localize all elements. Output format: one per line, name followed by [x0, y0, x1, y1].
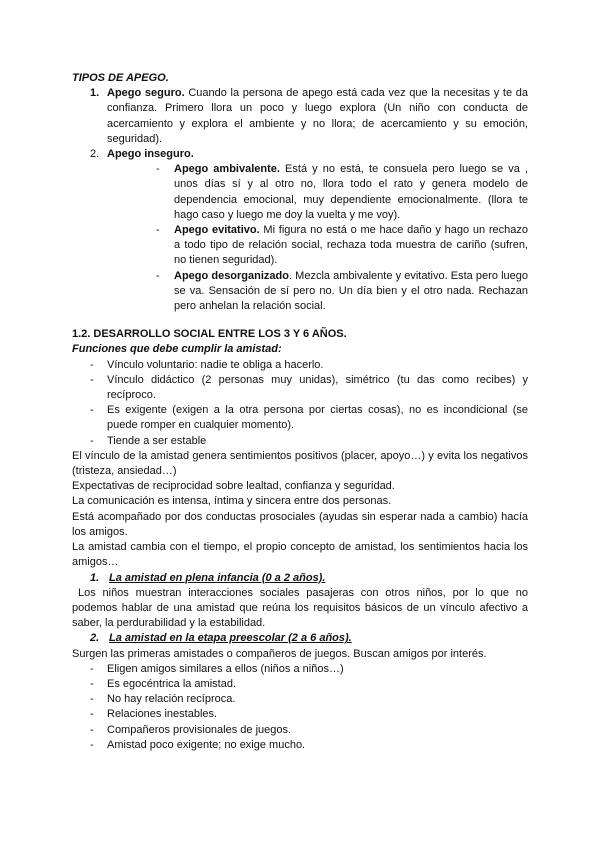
list-item: [72, 723, 528, 738]
bullet-dash: -: [90, 738, 94, 751]
bullet-text: Es exigente (exigen a la otra persona por ciertas cosas), no es incondicional (se puede romper en cualquier momento).: [107, 404, 528, 432]
paragraph: El vínculo de la amistad genera sentimientos positivos (placer, apoyo…) y evita los negativos (tristeza, ansiedad…): [72, 449, 528, 478]
list-item: [72, 434, 528, 449]
definition-apego-evitativo: Mi figura no está o me hace daño y hago un rechazo a todo tipo de relación social, rechaza toda muestra de cariño (sufren, no tienen seguridad).: [174, 224, 528, 267]
term-apego-inseguro: Apego inseguro.: [107, 148, 194, 161]
definition-apego-desorganizado: . Mezcla ambivalente y evitativo. Esta pero luego se va. Sensación de sí pero no. Un día bien y el otro nada. Rechazan pero anhelan la relación social.: [174, 269, 528, 313]
bullet-dash: -: [90, 358, 94, 371]
list-item: [72, 738, 528, 753]
stage-number: 2.: [90, 632, 100, 645]
section-title-tipos-de-apego: TIPOS DE APEGO.: [72, 72, 169, 84]
list-number: 1.: [90, 87, 100, 100]
term-apego-ambivalente: Apego ambivalente.: [174, 163, 280, 176]
bullet-text: No hay relación recíproca.: [107, 693, 236, 706]
bullet-text: Eligen amigos similares a ellos (niños a niños…): [107, 662, 344, 675]
term-apego-evitativo: Apego evitativo.: [174, 224, 260, 237]
subtitle-funciones-amistad: Funciones que debe cumplir la amistad:: [72, 343, 282, 356]
stage-number: 1.: [90, 571, 100, 584]
bullet-dash: -: [90, 404, 94, 417]
paragraph-stage1: Los niños muestran interacciones sociales pasajeras con otros niños, por lo que no podemos hablar de una amistad que reúna los requisitos básicos de un vínculo afectivo a saber, la perdurabilidad y la estabilidad.: [72, 586, 528, 630]
bullet-dash: -: [90, 723, 94, 736]
list-item: [72, 403, 528, 433]
section-title-desarrollo-social: 1.2. DESARROLLO SOCIAL ENTRE LOS 3 Y 6 AÑOS.: [72, 328, 347, 341]
paragraph: Está acompañado por dos conductas prosociales (ayudas sin esperar nada a cambio) hacía los amigos.: [72, 510, 528, 538]
bullet-dash: -: [90, 434, 94, 447]
bullet-dash: -: [90, 708, 94, 721]
paragraph: La comunicación es intensa, íntima y sincera entre dos personas.: [72, 495, 392, 508]
list-item: [72, 373, 528, 403]
bullet-text: Es egocéntrica la amistad.: [107, 677, 237, 690]
subitem-apego-evitativo: [72, 223, 528, 269]
definition-apego-ambivalente: Está y no está, te consuela pero luego se va , unos días sí y al otro no, llora todo el rato y genera modelo de dependencia emocional, muy dependiente emocionalmente. (llora te hago caso y luego me doy la vuelta y me voy).: [174, 163, 528, 221]
bullet-text: Compañeros provisionales de juegos.: [107, 723, 292, 736]
list-item-apego-seguro: [72, 86, 528, 147]
bullet-text: Relaciones inestables.: [107, 708, 218, 721]
term-apego-seguro: Apego seguro.: [107, 87, 185, 100]
list-item: [72, 692, 528, 707]
definition-apego-seguro: Cuando la persona de apego está cada vez que la necesitas y te da confianza. Primero llora un poco y luego explora (Un niño con conducta de acercamiento y explora el ambiente y no llora; de acercamiento y su emoción, seguridad).: [107, 87, 528, 145]
stage-heading-infancia: [72, 571, 528, 586]
list-item: [72, 358, 528, 373]
list-item: [72, 707, 528, 722]
paragraph: La amistad cambia con el tiempo, el propio concepto de amistad, los sentimientos hacia los amigos…: [72, 541, 528, 569]
bullet-text: Vínculo voluntario: nadie te obliga a hacerlo.: [107, 358, 324, 371]
subitem-apego-desorganizado: [72, 269, 528, 315]
document-page: [72, 71, 528, 753]
bullet-dash: -: [156, 269, 160, 282]
bullet-dash: -: [90, 373, 94, 386]
bullet-dash: -: [90, 662, 94, 675]
bullet-dash: -: [156, 224, 160, 237]
list-item: [72, 677, 528, 692]
bullet-dash: -: [90, 677, 94, 690]
bullet-text: Amistad poco exigente; no exige mucho.: [107, 738, 306, 751]
bullet-dash: -: [156, 163, 160, 176]
list-item-apego-inseguro: [72, 147, 528, 162]
paragraph-stage2: Surgen las primeras amistades o compañeros de juegos. Buscan amigos por interés.: [72, 647, 487, 660]
paragraph: Expectativas de reciprocidad sobre lealtad, confianza y seguridad.: [72, 480, 395, 493]
bullet-dash: -: [90, 693, 94, 706]
stage-heading-preescolar: [72, 631, 528, 646]
bullet-text: Tiende a ser estable: [107, 434, 207, 447]
stage-heading-text: La amistad en la etapa preescolar (2 a 6 años).: [109, 632, 352, 645]
list-number: 2.: [90, 148, 100, 161]
bullet-text: Vínculo didáctico (2 personas muy unidas), simétrico (tu das como recibes) y recíproco.: [107, 373, 528, 402]
term-apego-desorganizado: Apego desorganizado: [174, 269, 289, 282]
list-item: [72, 662, 528, 677]
stage-heading-text: La amistad en plena infancia (0 a 2 años).: [109, 571, 326, 584]
subitem-apego-ambivalente: [72, 162, 528, 223]
